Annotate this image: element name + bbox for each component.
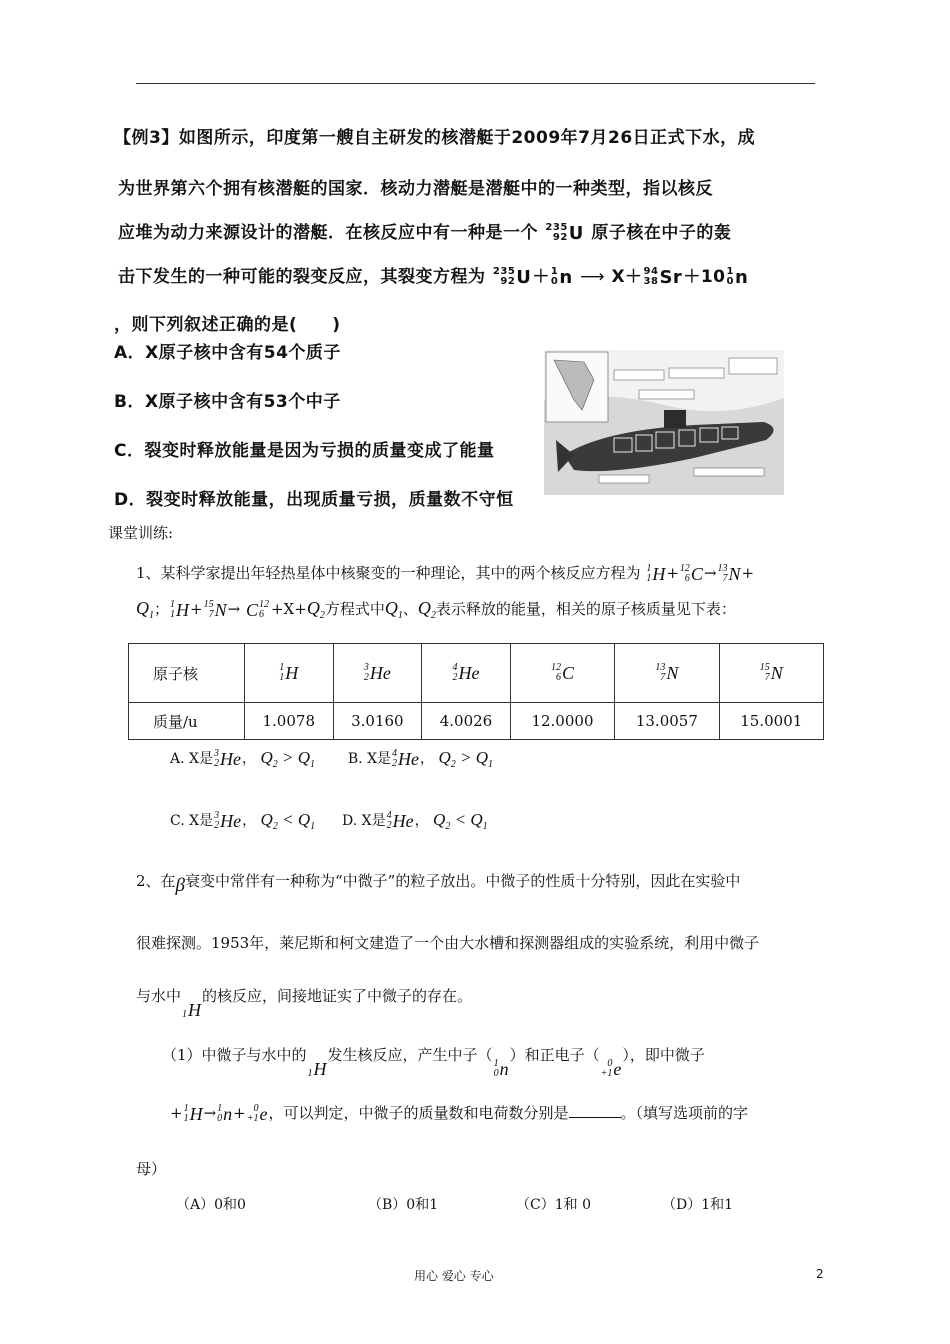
example-tag: 【例3】 — [114, 128, 179, 148]
example-text-3b: 原子核在中子的轰 — [591, 223, 732, 243]
q2-line-mu: 母） — [136, 1160, 167, 1178]
q1-intro: 1、某科学家提出年轻热星体中核聚变的一种理论，其中的两个核反应方程为 — [136, 564, 641, 582]
q1-option-a: A. X是 — [170, 751, 213, 767]
choice-c: （C）1和 0 — [516, 1197, 591, 1213]
table-cell: 3.0160 — [333, 703, 422, 740]
fission-n: 1 0 n — [550, 266, 573, 288]
section-title: 课堂训练: — [108, 524, 174, 542]
option-d: D．裂变时释放能量，出现质量亏损，质量数不守恒 — [114, 490, 514, 510]
q2-line-1: 2、在β衰变中常伴有一种称为“中微子”的粒子放出。中微子的性质十分特别，因此在实验中 — [136, 872, 741, 896]
q2-line-2: 很难探测。1953年，莱尼斯和柯文建造了一个由大水槽和探测器组成的实验系统，利用中微子 — [136, 934, 760, 952]
example-line-5: ，则下列叙述正确的是( ) — [114, 315, 341, 335]
table-cell: 4.0026 — [422, 703, 511, 740]
table-header-label: 原子核 — [129, 644, 245, 703]
choice-b: （B）0和1 — [368, 1197, 439, 1213]
q2-sub1-line-1: （1）中微子与水中的 1 H 发生核反应，产生中子（ 1 0 n ）和正电子（ 0 +1 e ），即中微子 — [162, 1046, 705, 1079]
q1-options-cd: C. X是 3 2 He ， $Q_2 < Q_1$ D. X是 4 2 He ， $Q_2 < Q_1$ — [170, 810, 488, 832]
fission-sr: 94 38 Sr — [643, 266, 683, 288]
table-cell: 1 1 H — [244, 644, 333, 703]
fission-arrow: ⟶ — [580, 267, 606, 287]
example-line-2: 为世界第六个拥有核潜艇的国家．核动力潜艇是潜艇中的一种类型，指以核反 — [118, 179, 713, 199]
table-cell: 1.0078 — [244, 703, 333, 740]
example-line-1 — [114, 123, 755, 148]
fission-u: 235 92 U — [492, 266, 532, 288]
example-text-1: 如图所示，印度第一艘自主研发的核潜艇于2009年7月26日正式下水，成 — [178, 128, 756, 148]
q1-line-1: 1、某科学家提出年轻热星体中核聚变的一种理论，其中的两个核反应方程为 1 1 H + 12 6 C → 13 7 N + — [136, 563, 755, 584]
example-line-3 — [118, 218, 731, 244]
table-cell: 12 6 C — [510, 644, 614, 703]
nuclide-mass-table — [128, 643, 824, 740]
q1-option-d: D. X是 — [342, 813, 386, 829]
example-text-3a: 应堆为动力来源设计的潜艇．在核反应中有一种是一个 — [118, 223, 538, 243]
header-rule — [136, 83, 815, 84]
q2-equation-line: + 1 1 H → 1 0 n + 0 +1 e ，可以判定，中微子的质量数和电荷数分别是 。（填写选项前的字 — [170, 1103, 749, 1124]
uranium-isotope: 235 92 U — [545, 222, 584, 244]
example-line-4: 击下发生的一种可能的裂变反应，其裂变方程为 235 92 U ＋ 1 0 n ⟶ X＋ 94 38 Sr ＋10 1 0 n — [118, 266, 749, 288]
choice-a: （A）0和0 — [176, 1197, 246, 1213]
option-c: C．裂变时释放能量是因为亏损的质量变成了能量 — [114, 441, 495, 461]
eq2-n: 15 7 N — [203, 599, 227, 620]
option-a: A．X原子核中含有54个质子 — [114, 343, 341, 363]
fission-x: X — [611, 267, 626, 287]
table-row — [129, 644, 824, 703]
table-cell: 13.0057 — [615, 703, 719, 740]
footer-motto: 用心 爱心 专心 — [414, 1269, 494, 1283]
choice-d: （D）1和1 — [662, 1197, 734, 1213]
eq2-h: 1 1 H — [170, 599, 190, 620]
table-row-label: 质量/u — [129, 703, 245, 740]
table-cell: 15.0001 — [719, 703, 823, 740]
table-cell: 12.0000 — [510, 703, 614, 740]
eq1-h: 1 1 H — [646, 563, 666, 584]
example-text-4: 击下发生的一种可能的裂变反应，其裂变方程为 — [118, 267, 486, 287]
q1-option-c: C. X是 — [170, 813, 214, 829]
q1-option-b: B. X是 — [347, 751, 392, 767]
eq2-c: C 12 6 — [245, 599, 269, 620]
q1-line-2: $Q_1$； 1 1 H + 15 7 N → C 12 6 $+X+Q_2$方程式中$Q_1$、$Q_2$表示释放的能量，相关的原子核质量见下表： — [136, 598, 736, 621]
fission-ten: 10 — [700, 267, 726, 287]
table-cell: 3 2 He — [333, 644, 422, 703]
option-b: B．X原子核中含有53个中子 — [114, 392, 341, 412]
submarine-figure — [544, 350, 784, 495]
eq1-c: 12 6 C — [679, 563, 703, 584]
q1-options-ab: A. X是 3 2 He ， $Q_2 > Q_1$ B. X是 4 2 He ， $Q_2 > Q_1$ — [170, 748, 494, 770]
table-cell: 13 7 N — [615, 644, 719, 703]
table-cell: 4 2 He — [422, 644, 511, 703]
answer-blank[interactable] — [569, 1103, 621, 1118]
beta-symbol: β — [175, 875, 186, 896]
eq1-arrow: → — [703, 564, 717, 582]
page-number: 2 — [816, 1267, 824, 1281]
table-cell: 15 7 N — [719, 644, 823, 703]
eq1-n: 13 7 N — [717, 563, 741, 584]
q2-line-3: 与水中 1 H 的核反应，间接地证实了中微子的存在。 — [136, 987, 473, 1020]
fission-n2: 1 0 n — [726, 266, 749, 288]
table-row — [129, 703, 824, 740]
